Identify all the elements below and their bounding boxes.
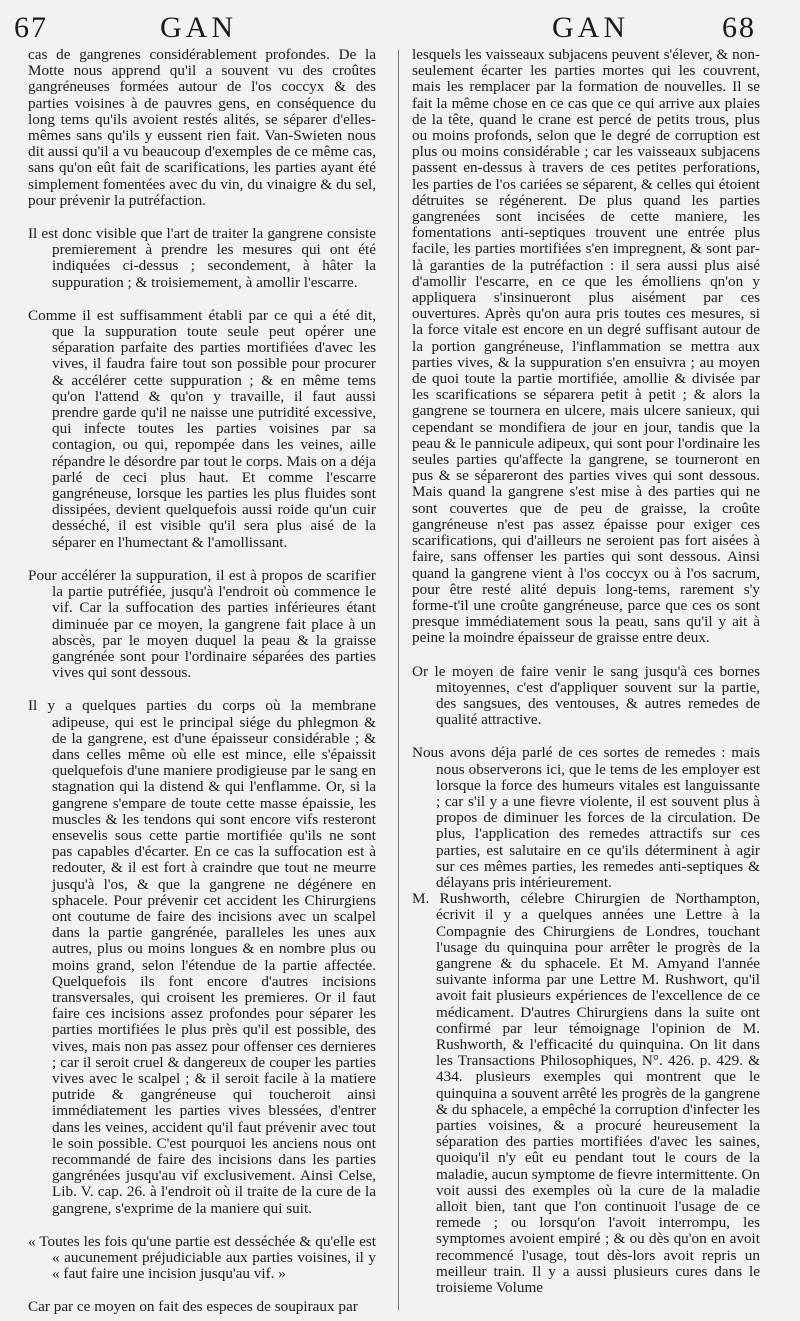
- right-column: [412, 47, 760, 1296]
- paragraph: Car par ce moyen on fait des especes de soupiraux par: [28, 1298, 358, 1316]
- left-running-head: GAN: [160, 11, 237, 44]
- paragraph: Il y a quelques parties du corps où la membrane adipeuse, qui est le principal siége du phlegmon & de la gangrene, est d'une épaisseur considérable ; & dans celles même où elle est mince, elle s'épaissit quelquefois d'une maniere prodigieuse par le sang en stagnation qui la distend & qui l'enflamme. Or, si la gangrene s'empare de toute cette masse épaissie, les muscles & les tendons qui sont encore vifs resteront ensevelis sous cette partie mortifiée qu'ils ne sont pas capables d'écarter. En ce cas la suffocation est à redouter, & il est fort à craindre que tout ne meurre jusqu'à l'os, & que la gangrene ne dégénere en sphacele. Pour prévenir cet accident les Chirurgiens ont coutume de faire des incisions avec un scalpel dans la partie gangrénée, paralleles les unes aux autres, plus ou moins longues & en nombre plus ou moins grand, selon l'étendue de la partie affectée. Quelquefois ils font encore d'autres incisions transversales, qui croisent les premieres. Or il faut faire ces incisions assez profondes pour séparer les parties mortifiées le plus près qu'il est possible, des vives, mais non pas assez pour offenser ces dernieres ; car il seroit cruel & dangereux de couper les parties vives avec le scalpel ; & il seroit facile à la matiere putride & gangréneuse qui toucheroit ainsi immédiatement les parties vives blessées, d'entrer dans les veines, accident qu'il faut prévenir avec tout le soin possible. C'est pourquoi les anciens nous ont recommandé de faire des incisions dans les parties gangrénées jusqu'au vif exclusivement. Ainsi Celse, Lib. V. cap. 26. à l'endroit où il traite de la cure de la gangrene, s'exprime de la maniere qui suit.: [28, 697, 376, 1217]
- right-page-number: 68: [722, 11, 756, 44]
- paragraph: Pour accélérer la suppuration, il est à propos de scarifier la partie putréfiée, jusqu'à l'endroit où commence le vif. Car la suffocation des parties inférieures étant diminuée par ce moyen, la gangrene fait place à un abscès, par le moyen duquel la peau & la graisse gangrénée sont pour l'ordinaire séparées des parties vives qui sont dessous.: [28, 566, 376, 682]
- running-header: [0, 0, 800, 48]
- paragraph: M. Rushworth, célebre Chirurgien de Northampton, écrivit il y a quelques années une Lettre à la Compagnie des Chirurgiens de Londres, touchant l'usage du quinquina pour arrêter le progrès de la gangrene & du sphacele. Et M. Amyand l'année suivante informa par une Lettre M. Rushwort, qu'il avoit fait plusieurs expériences de l'excellence de ce médicament. D'autres Chirurgiens dans la suite ont confirmé par leur témoignage l'opinion de M. Rushworth, & l'efficacité du quinquina. On lit dans les Transactions Philosophiques, N°. 426. p. 429. & 434. plusieurs exemples qui montrent que le quinquina a souvent arrêté les progrès de la gangrene & du sphacele, a empêché la corruption d'infecter les parties voisines, & a procuré heureusement la séparation des parties mortifiées d'avec les saines, quoiqu'il n'y eût eu pendant tout le cours de la maladie, aucun symptome de fievre intermittente. On voit aussi des exemples où la cure de la maladie alloit bien, tant que l'on continuoit l'usage de ce remede ; ou lorsqu'on l'avoit interrompu, les symptomes avoient empiré ; & ou dès qu'on en avoit recommencé l'usage, tout dès-lors avoit repris un meilleur train. Il y a aussi plusieurs cures dans le troisieme Volume: [412, 890, 760, 1297]
- paragraph: Nous avons déja parlé de ces sortes de remedes : mais nous observerons ici, que le tems de les employer est lorsque la force des humeurs vitales est languissante ; car s'il y a une fievre violente, il est souvent plus à propos de diminuer les forces de la circulation. De plus, l'application des remedes attractifs sur ces parties, est salutaire en ce qu'ils déterminent à agir sur ces mêmes parties, les remedes anti-septiques & délayans pris intérieurement.: [412, 744, 760, 891]
- quotation: « Toutes les fois qu'une partie est desséchée & qu'elle est « aucunement préjudiciable aux parties voisines, il y « faut faire une incision jusqu'au vif. »: [28, 1232, 376, 1283]
- paragraph: lesquels les vaisseaux subjacens peuvent s'élever, & non-seulement écarter les parties mortes qui les couvrent, mais les remplacer par la formation de nouvelles. Il se fait la même chose en ce cas que ce qui arrive aux plaies de la tête, quand le crane est percé de petits trous, plus ou moins profonds, selon que le degré de corruption est plus ou moins considérable ; car les vaisseaux subjacens passent en-dessus à travers de ces petites perforations, les parties de l'os cariées se séparent, & celles qui étoient détruites se régénerent. De plus quand les parties gangrenées sont incisées de cette maniere, les fomentations anti-septiques trouvent une entrée plus facile, les parties mortifiées s'en impregnent, & sont par-là garanties de la putréfaction : il sera aussi plus aisé d'amollir l'escarre, en ce que les émolliens qn'on y appliquera s'insinueront plus aisément par ces ouvertures. Après qu'on aura pris toutes ces mesures, si la force vitale est encore en un degré suffisant autour de la portion gangréneuse, l'inflammation se mettra aux parties vives, & la suppuration s'en ensuivra ; au moyen de quoi toute la partie mortifiée, amollie & divisée par les scarifications se séparera petit à petit ; & alors la gangrene se tournera en ulcere, mais ulcere sanieux, qui cependant se mondifiera de jour en jour, tandis que la peau & le pannicule adipeux, qui sont pour l'ordinaire les seules parties qu'affecte la gangrene, se tourneront en pus & se sépareront des parties vives qui sont dessous. Mais quand la gangrene s'est mise à des parties qui ne sont couvertes que de peu de graisse, la croûte gangréneuse n'est pas assez épaisse pour exiger ces scarifications, qui d'ailleurs ne seroient pas fort aisées à faire, sans offenser les parties qui sont dessous. Ainsi quand la gangrene vient à l'os coccyx ou à l'os sacrum, pour être resté alité depuis long-tems, rarement s'y forme-t'il une croûte gangréneuse, parce que ces os sont presque immédiatement sous la peau, sans qu'il y ait à peine la moindre épaisseur de graisse entre deux.: [412, 46, 760, 647]
- paragraph: Or le moyen de faire venir le sang jusqu'à ces bornes mitoyennes, c'est d'appliquer souvent sur la partie, des sangsues, des ventouses, & autres remedes de qualité attractive.: [412, 662, 760, 729]
- paragraph: Il est donc visible que l'art de traiter la gangrene consiste premierement à prendre les mesures qui ont été indiquées ci-dessus ; secondement, à hâter la suppuration ; & troisiemement, à amollir l'escarre.: [28, 225, 376, 291]
- left-page-number: 67: [14, 11, 48, 44]
- paragraph: cas de gangrenes considérablement profondes. De la Motte nous apprend qu'il a souvent vu des croûtes gangréneuses formées autour de l'os coccyx & des parties voisines à de pauvres gens, en conséquence du long tems qu'ils avoient restés alités, se séparer d'elles-mêmes sans qu'ils y eussent rien fait. Van-Swieten nous dit aussi qu'il a vu beaucoup d'exemples de ce même cas, sans qu'on eût fait de scarifications, les parties ayant été simplement fomentées avec du vin, du vinaigre & du sel, pour prévenir la putréfaction.: [28, 46, 376, 209]
- column-divider: [398, 50, 399, 1310]
- left-column: [28, 47, 376, 1316]
- paragraph: Comme il est suffisamment établi par ce qui a été dit, que la suppuration toute seule peut opérer une séparation parfaite des parties mortifiées d'avec les vives, il faudra faire tout son possible pour procurer & accélérer cette suppuration ; & en même tems qu'on l'attend & qu'on y travaille, il faut aussi prendre garde qu'il ne naisse une putridité excessive, qui infecte toutes les parties voisines par sa contagion, ou qui, repompée dans les veines, aille répandre le désordre par tout le corps. Mais on a déja parlé de ceci plus haut. Et comme l'escarre gangréneuse, lorsque les parties les plus fluides sont dissipées, devient quelquefois aussi roide qu'un cuir desséché, il est visible qu'il sera plus aisé de la séparer en l'humectant & l'amollissant.: [28, 306, 376, 551]
- right-running-head: GAN: [552, 11, 629, 44]
